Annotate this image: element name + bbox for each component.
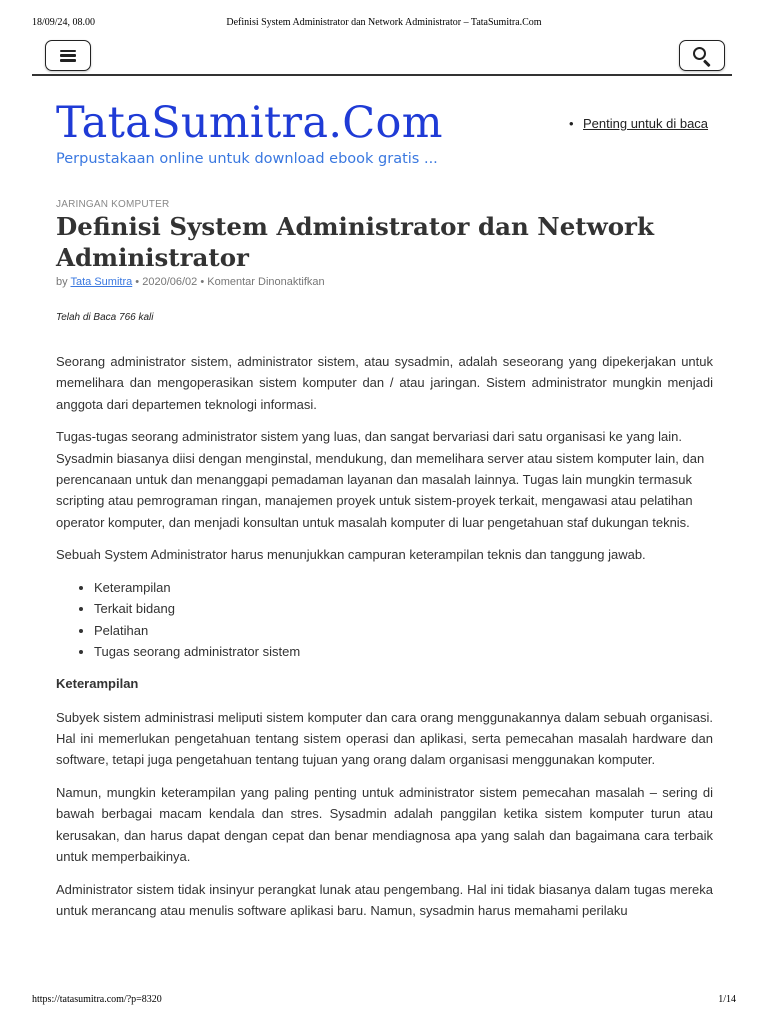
- read-count: Telah di Baca 766 kali: [56, 312, 154, 323]
- print-page-number: 1/14: [718, 994, 736, 1005]
- section-heading-skills: Keterampilan: [56, 676, 139, 692]
- meta-separator: •: [135, 276, 140, 288]
- article-content: [56, 351, 713, 933]
- top-navigation-bar: [32, 36, 732, 76]
- search-icon: [692, 46, 712, 66]
- meta-by: by: [56, 276, 68, 288]
- paragraph-skills-summary: Sebuah System Administrator harus menunjukkan campuran keterampilan teknis dan tanggung jawab.: [56, 547, 646, 563]
- paragraph-intro: Seorang administrator sistem, administrator sistem, atau sysadmin, adalah seseorang yang dipekerjakan untuk memelihara dan mengoperasikan sistem komputer dan / atau jaringan. Sistem administrator mungkin menjadi anggota dari departemen teknologi informasi.: [56, 354, 713, 412]
- author-link[interactable]: Tata Sumitra: [70, 276, 133, 288]
- site-title[interactable]: TataSumitra.Com: [56, 98, 443, 148]
- paragraph-troubleshooting: Namun, mungkin keterampilan yang paling penting untuk administrator sistem pemecahan masalah – sering di bawah berbagai macam kendala dan stres. Sysadmin adalah panggilan ketika sistem komputer turun atau kerusakan, dan harus dapat dengan cepat dan benar mendiagnosa apa yang salah dan bagaimana cara terbaik untuk memperbaikinya.: [56, 785, 713, 864]
- print-url: https://tatasumitra.com/?p=8320: [32, 994, 162, 1005]
- nav-link-penting[interactable]: Penting untuk di baca: [583, 116, 709, 131]
- comments-status: Komentar Dinonaktifkan: [207, 276, 325, 288]
- print-footer: [0, 994, 768, 1008]
- paragraph-subject: Subyek sistem administrasi meliputi sistem komputer dan cara orang menggunakannya dalam sebuah organisasi. Hal ini memerlukan pengetahuan tentang sistem operasi dan aplikasi, serta pemecahan masalah hardware dan software, tetapi juga pengetahuan tentang tujuan yang orang dalam organisasi menggunakan komputer.: [56, 709, 713, 768]
- print-header: [0, 17, 768, 31]
- list-item: • Tugas seorang administrator sistem: [94, 641, 713, 662]
- paragraph-tasks: Tugas-tugas seorang administrator sistem yang luas, dan sangat bervariasi dari satu organisasi ke yang lain. Sysadmin biasanya diisi dengan menginstal, mendukung, dan memelihara server atau sistem komputer lain, dan perencanaan untuk dan menanggapi pemadaman layanan dan masalah lainnya. Tugas lain mungkin termasuk scripting atau pemrograman ringan, manajemen proyek untuk sistem-proyek terkait, mengawasi atau pelatihan operator komputer, dan menjadi konsultan untuk masalah komputer di luar pengetahuan staf dukungan teknis.: [56, 429, 705, 530]
- post-date: 2020/06/02: [142, 276, 198, 288]
- menu-button[interactable]: [45, 40, 91, 71]
- hamburger-menu-icon: [60, 50, 76, 62]
- post-meta: [56, 276, 325, 288]
- header-nav-menu: [569, 116, 708, 131]
- nav-item-penting: [569, 116, 708, 131]
- site-tagline: Perpustakaan online untuk download ebook gratis ...: [56, 151, 438, 167]
- post-category[interactable]: JARINGAN KOMPUTER: [56, 199, 170, 210]
- meta-separator: •: [200, 276, 205, 288]
- post-title: Definisi System Administrator dan Network Administrator: [56, 212, 654, 272]
- list-item: • Keterampilan: [94, 577, 713, 598]
- paragraph-not-engineer: Administrator sistem tidak insinyur perangkat lunak atau pengembang. Hal ini tidak biasanya dalam tugas mereka untuk merancang atau menulis software aplikasi baru. Namun, sysadmin harus memahami perilaku: [56, 881, 713, 919]
- list-item: • Terkait bidang: [94, 598, 713, 619]
- print-datetime: 18/09/24, 08.00: [32, 17, 96, 28]
- list-item: • Pelatihan: [94, 620, 713, 641]
- print-page-title: Definisi System Administrator dan Network Administrator – TataSumitra.Com: [226, 17, 542, 28]
- search-button[interactable]: [679, 40, 725, 71]
- topic-list: [56, 577, 713, 662]
